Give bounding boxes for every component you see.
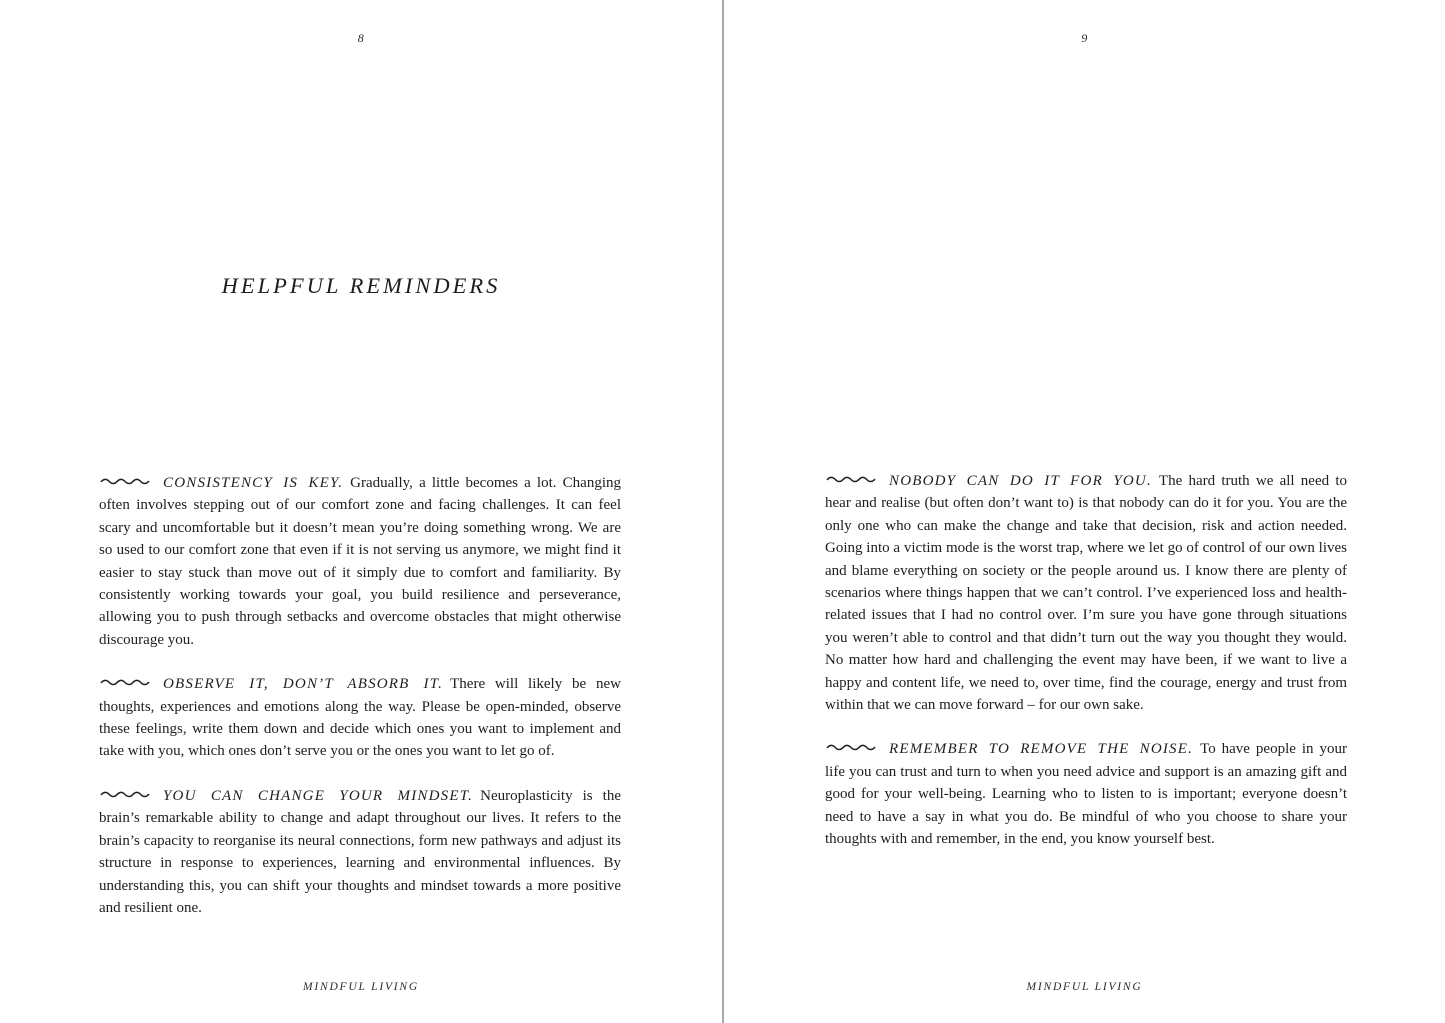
paragraph xyxy=(99,785,621,919)
paragraph xyxy=(825,738,1347,850)
squiggle-icon xyxy=(99,677,151,687)
paragraph-lead: OBSERVE IT, DON’T ABSORB IT. xyxy=(163,676,444,693)
paragraph-lead: YOU CAN CHANGE YOUR MINDSET. xyxy=(163,787,474,804)
paragraph-lead: CONSISTENCY IS KEY. xyxy=(163,475,344,491)
body-text xyxy=(825,470,1347,851)
squiggle-icon xyxy=(825,742,877,752)
paragraph-lead: NOBODY CAN DO IT FOR YOU. xyxy=(889,473,1152,489)
paragraph-lead: REMEMBER TO REMOVE THE NOISE. xyxy=(889,741,1194,758)
page-left xyxy=(0,0,722,1023)
paragraph xyxy=(99,673,621,763)
squiggle-icon xyxy=(825,474,877,484)
paragraph xyxy=(825,470,1347,716)
paragraph-text: There will likely be new thoughts, experiences and emotions along the way. Please be open-minded, observe these feelings, write them down and decide which ones you want to implement and take with you, which ones don’t serve you or the ones you want to let go of. xyxy=(99,676,621,760)
page-number: 9 xyxy=(1081,31,1088,45)
running-footer: MINDFUL LIVING xyxy=(302,981,420,993)
chapter-title: HELPFUL REMINDERS xyxy=(221,273,501,298)
paragraph-text: The hard truth we all need to hear and realise (but often don’t want to) is that nobody can do it for you. You are the only one who can make the change and take that decision, risk and action needed. Going into a victim mode is the worst trap, where we let go of control of our own lives and blame everything on society or the people around us. I know there are plenty of scenarios where things happen that we can’t control. I’ve experienced loss and health-related issues that I had no control over. I’m sure you have gone through situations you weren’t able to control and that didn’t turn out the way you thought they would. No matter how hard and challenging the event may have been, if we want to live a happy and content life, we need to, over time, find the courage, energy and trust from within that we can move forward – for our own sake. xyxy=(825,473,1347,714)
squiggle-icon xyxy=(99,476,151,486)
paragraph-text: To have people in your life you can trust and turn to when you need advice and support is an amazing gift and good for your well-being. Learning who to listen to is important; everyone doesn’t need to have a say in what you do. Be mindful of who you choose to share your thoughts with and remember, in the end, you know yourself best. xyxy=(825,741,1347,848)
paragraph xyxy=(99,472,621,651)
squiggle-icon xyxy=(99,789,151,799)
paragraph-text: Gradually, a little becomes a lot. Changing often involves stepping out of our comfort zone and facing challenges. It can feel scary and uncomfortable but it doesn’t mean you’re doing something wrong. We are so used to our comfort zone that even if it is not serving us anymore, we might find it easier to stay stuck than move out of it simply due to comfort and familiarity. By consistently working towards your goal, you build resilience and perseverance, allowing you to push through setbacks and overcome obstacles that might otherwise discourage you. xyxy=(99,475,621,648)
page-number: 8 xyxy=(357,31,365,45)
running-footer: MINDFUL LIVING xyxy=(1026,981,1143,993)
body-text xyxy=(99,472,621,919)
paragraph-text: Neuroplasticity is the brain’s remarkable ability to change and adapt throughout our lives. It refers to the brain’s capacity to reorganise its neural connections, form new pathways and adjust its structure in response to experiences, learning and environmental influences. By understanding this, you can shift your thoughts and mindset towards a more positive and resilient one. xyxy=(99,787,622,916)
page-right xyxy=(724,0,1445,1023)
